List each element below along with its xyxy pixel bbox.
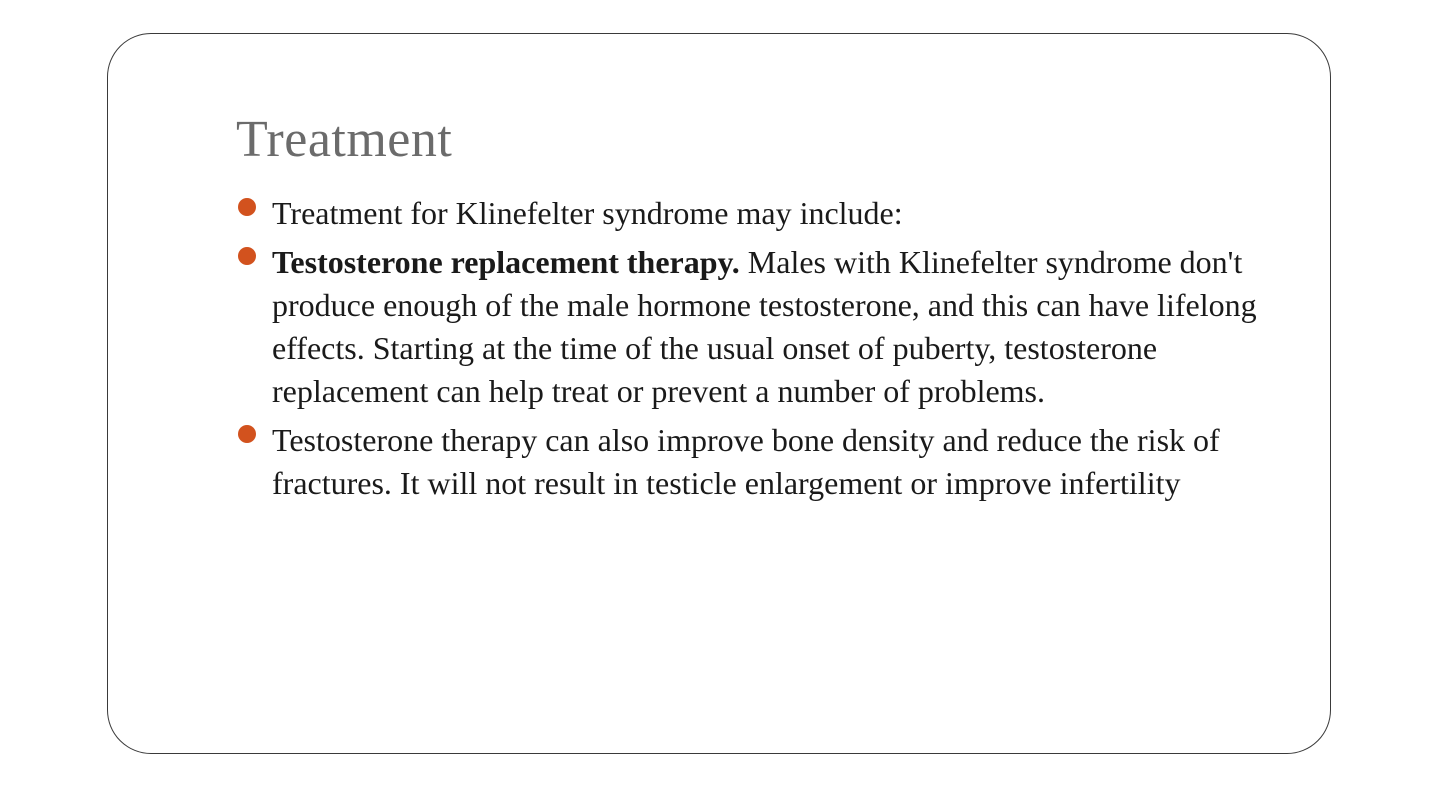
bullet-dot-icon (238, 198, 256, 216)
bullet-text: Treatment for Klinefelter syndrome may include: (272, 195, 903, 231)
bullet-item (272, 192, 1272, 235)
bullet-dot-icon (238, 247, 256, 265)
bullet-text: Males with Klinefelter syndrome don't produce enough of the male hormone testosterone, and this can have lifelong effects. Starting at the time of the usual onset of puberty, testosterone replacement can help treat or prevent a number of problems. (272, 244, 1257, 409)
bullet-bold-text: Testosterone replacement therapy. (272, 244, 740, 280)
bullet-item (272, 241, 1272, 413)
bullet-dot-icon (238, 425, 256, 443)
slide-title: Treatment (236, 111, 453, 168)
bullet-text: Testosterone therapy can also improve bone density and reduce the risk of fractures. It will not result in testicle enlargement or improve infertility (272, 422, 1220, 501)
bullet-item (272, 419, 1272, 505)
bullet-list (272, 192, 1272, 511)
